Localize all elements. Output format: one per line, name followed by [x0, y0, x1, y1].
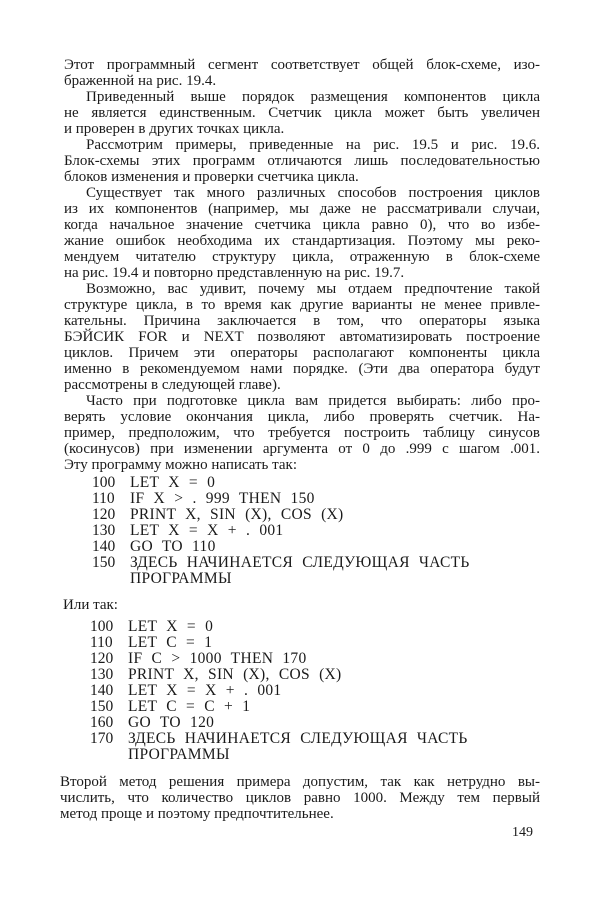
line-number: 110: [92, 490, 115, 507]
final-paragraph: [60, 774, 540, 822]
or-label-block: [63, 597, 539, 613]
statement: PRINT X, SIN (X), COS (X): [128, 666, 342, 683]
text-line: Возможно, вас удивит, почему мы отдаем предпочтение такой: [86, 281, 540, 297]
statement: IF X > . 999 THEN 150: [130, 490, 315, 507]
line-number: 100: [92, 474, 116, 491]
code-line: [90, 683, 468, 699]
body-text: [64, 57, 540, 473]
text-line: Существует так много различных способов построения циклов: [86, 185, 540, 201]
program-listing-1: [92, 475, 470, 587]
line-number: 130: [92, 522, 116, 539]
code-line: [90, 731, 468, 747]
code-line: [90, 651, 468, 667]
text-line: именно в рекомендуемом нами порядке. (Эти два оператора будут: [64, 361, 540, 377]
statement: GO TO 110: [130, 538, 216, 555]
statement: GO TO 120: [128, 714, 215, 731]
statement: LET X = X + . 001: [130, 522, 284, 539]
line-number: [92, 571, 130, 587]
text-line: рассмотрены в следующей главе).: [64, 377, 281, 393]
or-label: Или так:: [63, 597, 118, 613]
text-line: кательны. Причина заключается в том, что операторы языка: [64, 313, 540, 329]
statement: LET X = 0: [130, 474, 216, 491]
program-listing-2: [90, 619, 468, 763]
text-line: циклов. Причем эти операторы располагают компоненты цикла: [64, 345, 540, 361]
statement: LET C = 1: [128, 634, 213, 651]
code-line: [92, 555, 470, 571]
text-line: Рассмотрим примеры, приведенные на рис. 19.5 и рис. 19.6.: [86, 137, 540, 153]
code-line: [92, 475, 470, 491]
text-line: пример, предположим, что требуется построить таблицу синусов: [64, 425, 540, 441]
text-line: БЭЙСИК FOR и NEXT позволяют автоматизировать построение: [64, 329, 540, 345]
line-number: 150: [90, 698, 114, 715]
text-line: из их компонентов (например, мы даже не рассматривали случаи,: [64, 201, 540, 217]
statement: LET C = C + 1: [128, 698, 251, 715]
text-line: структуре цикла, в то время как другие варианты не менее привле-: [64, 297, 540, 313]
code-line: [90, 667, 468, 683]
line-number: 110: [90, 634, 113, 651]
line-number: 120: [90, 650, 114, 667]
line-number: 120: [92, 506, 116, 523]
line-number: [90, 747, 128, 763]
text-line: браженной на рис. 19.4.: [64, 73, 217, 89]
code-line: [92, 539, 470, 555]
statement: LET X = 0: [128, 618, 214, 635]
line-number: 100: [90, 618, 114, 635]
text-line: не является единственным. Счетчик цикла может быть увеличен: [64, 105, 540, 121]
page-number: 149: [512, 825, 533, 840]
text-line: блоков изменения и проверки счетчика цикла.: [64, 169, 359, 185]
text-line: (косинусов) при изменении аргумента от 0 до .999 с шагом .001.: [64, 441, 540, 457]
code-line: [92, 491, 470, 507]
statement: ЗДЕСЬ НАЧИНАЕТСЯ СЛЕДУЮЩАЯ ЧАСТЬ: [130, 554, 470, 571]
text-line: когда начальное значение счетчика цикла равно 0), что во избе-: [64, 217, 540, 233]
statement: LET X = X + . 001: [128, 682, 282, 699]
statement: IF C > 1000 THEN 170: [128, 650, 307, 667]
statement: ПРОГРАММЫ: [128, 746, 230, 763]
statement: ЗДЕСЬ НАЧИНАЕТСЯ СЛЕДУЮЩАЯ ЧАСТЬ: [128, 730, 468, 747]
line-number: 130: [90, 666, 114, 683]
code-line: [90, 619, 468, 635]
code-line: [90, 699, 468, 715]
text-line: метод проще и поэтому предпочтительнее.: [60, 806, 334, 822]
line-number: 150: [92, 554, 116, 571]
line-number: 170: [90, 730, 114, 747]
text-line: Второй метод решения примера допустим, так как нетрудно вы-: [60, 774, 540, 790]
code-line: [92, 571, 470, 587]
statement: PRINT X, SIN (X), COS (X): [130, 506, 344, 523]
text-line: Часто при подготовке цикла вам придется выбирать: либо про-: [86, 393, 540, 409]
code-line: [90, 715, 468, 731]
code-line: [92, 507, 470, 523]
text-line: Этот программный сегмент соответствует общей блок-схеме, изо-: [64, 57, 540, 73]
text-line: числить, что количество циклов равно 1000. Между тем первый: [60, 790, 540, 806]
text-line: жание ошибок необходима их стандартизация. Поэтому мы реко-: [64, 233, 540, 249]
text-line: на рис. 19.4 и повторно представленную на рис. 19.7.: [64, 265, 405, 281]
line-number: 140: [90, 682, 114, 699]
text-line: и проверен в других точках цикла.: [64, 121, 285, 137]
text-line: мендуем читателю структуру цикла, отраженную в блок-схеме: [64, 249, 540, 265]
code-line: [90, 747, 468, 763]
text-line: Приведенный выше порядок размещения компонентов цикла: [86, 89, 540, 105]
statement: ПРОГРАММЫ: [130, 570, 232, 587]
text-line: Эту программу можно написать так:: [64, 457, 297, 473]
text-line: Блок-схемы этих программ отличаются лишь последовательностью: [64, 153, 540, 169]
code-line: [92, 523, 470, 539]
line-number: 140: [92, 538, 116, 555]
text-line: верять условие окончания цикла, либо проверять счетчик. На-: [64, 409, 540, 425]
line-number: 160: [90, 714, 114, 731]
code-line: [90, 635, 468, 651]
